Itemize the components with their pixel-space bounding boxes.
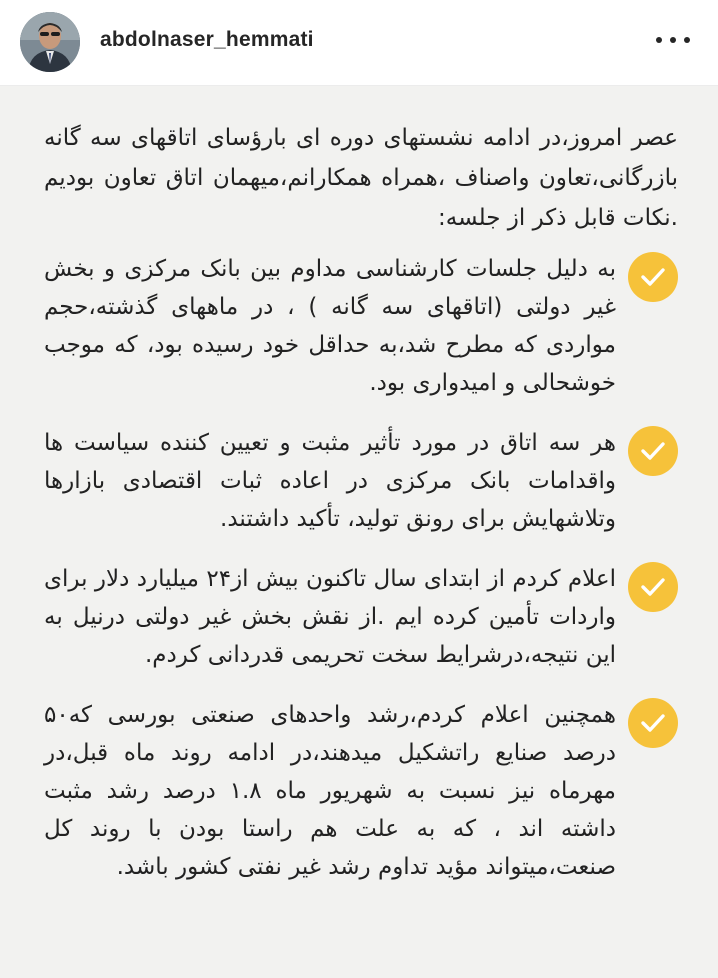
post-text xyxy=(44,118,678,908)
checkmark-icon xyxy=(628,252,678,302)
username[interactable]: abdolnaser_hemmati xyxy=(100,28,314,51)
post-header xyxy=(0,0,718,86)
intro-paragraph: عصر امروز،در ادامه نشستهای دوره ای بارؤسای اتاقهای سه گانه بازرگانی،تعاون واصناف ،همراه همکارانم،میهمان اتاق تعاون بودیم .نکات قابل ذکر از جلسه: xyxy=(44,125,678,231)
post-image xyxy=(0,86,718,978)
checkmark-icon xyxy=(628,426,678,476)
more-dot xyxy=(656,37,662,43)
more-dot xyxy=(670,37,676,43)
more-horizontal-icon[interactable] xyxy=(656,30,690,50)
list-item xyxy=(44,424,678,538)
list-item xyxy=(44,250,678,402)
list-item-text: اعلام کردم از ابتدای سال تاکنون بیش از۲۴ میلیارد دلار برای واردات تأمین کرده ایم .از نقش بخش غیر دولتی درنیل به این نتیجه،درشرایط سخت تحریمی قدردانی کردم. xyxy=(44,566,617,668)
checkmark-icon xyxy=(628,562,678,612)
checkmark-icon xyxy=(628,698,678,748)
list-item-text: به دلیل جلسات کارشناسی مداوم بین بانک مرکزی و بخش غیر دولتی (اتاقهای سه گانه ) ، در ماههای گذشته،حجم مواردی که مطرح شد،به حداقل خود رسیده بود، که موجب خوشحالی و امیدواری بود. xyxy=(44,256,616,396)
list-item-text: هر سه اتاق در مورد تأثیر مثبت و تعیین کننده سیاست ها واقدامات بانک مرکزی در اعاده ثبات اقتصادی بازارها وتلاشهایش برای رونق تولید، تأکید داشتند. xyxy=(44,430,616,532)
profile-photo-icon xyxy=(20,12,80,72)
more-dot xyxy=(684,37,690,43)
list-item-text: همچنین اعلام کردم،رشد واحدهای صنعتی بورسی که۵۰ درصد صنایع راتشکیل میدهند،در ادامه روند ماه قبل،در مهرماه نیز نسبت به شهریور ماه ۱.۸ درصد رشد مثبت داشته اند ، که به علت هم راستا بودن با روند کل صنعت،میتواند مؤید تداوم رشد غیر نفتی کشور باشد. xyxy=(44,702,616,880)
avatar[interactable] xyxy=(20,12,80,72)
list-item xyxy=(44,560,678,674)
list-item xyxy=(44,696,678,886)
